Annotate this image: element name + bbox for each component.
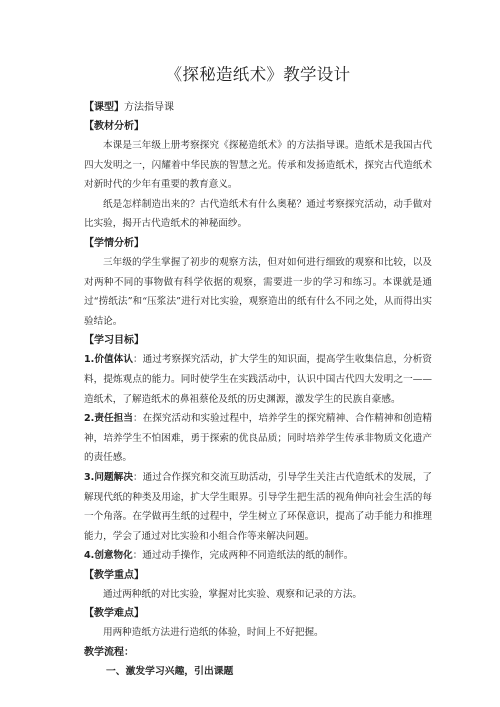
lesson-type-line xyxy=(84,98,432,117)
goal-problem-solving xyxy=(84,468,432,546)
goal-3-label: 3.问题解决 xyxy=(84,471,133,483)
goal-1-label: 1.价值体认 xyxy=(84,354,133,366)
goal-value-recognition xyxy=(84,350,432,409)
teaching-difficulty-paragraph: 用两种造纸方法进行造纸的体验，时间上不好把握。 xyxy=(103,627,324,639)
goal-1-text: ：通过考察探究活动，扩大学生的知识面，提高学生收集信息，分析资料，提炼观点的能力。同时使学生在实践活动中，认识中国古代四大发明之一——造纸术，了解造纸术的鼻祖蔡伦及纸的历史渊源，激发学生的民族自豪感。 xyxy=(84,354,432,405)
goal-3-text: ：通过合作探究和交流互助活动，引导学生关注古代造纸术的发展，了解现代纸的种类及用途，扩大学生眼界。引导学生把生活的视角伸向社会生活的每一个角落。在学做再生纸的过程中，学生树立了环保意识，提高了动手能力和推理能力，学会了通过对比实验和小组合作等来解决问题。 xyxy=(84,471,432,542)
lesson-type-value: 方法指导课 xyxy=(124,102,174,113)
goal-2-text: ：在探究活动和实验过程中，培养学生的探究精神、合作精神和创造精神，培养学生不怕困难，勇于探索的优良品质；同时培养学生传承非物质文化遗产的责任感。 xyxy=(84,413,432,464)
document-page xyxy=(84,64,432,681)
process-step-1: 一、激发学习兴趣，引出课题 xyxy=(106,666,234,678)
document-title: 《探秘造纸术》教学设计 xyxy=(165,65,351,84)
goal-2-label: 2.责任担当 xyxy=(84,413,133,425)
student-analysis-paragraph: 三年级的学生掌握了初步的观察方法，但对如何进行细致的观察和比较，以及对两种不同的事物做有科学依据的观察，需要进一步的学习和练习。本课就是通过“捞纸法”和“压浆法”进行对比实验，观察造出的纸有什么不同之处，从而得出实验结论。 xyxy=(84,256,432,327)
student-analysis-heading: 【学情分析】 xyxy=(84,237,144,249)
material-analysis-paragraph-2: 纸是怎样制造出来的？古代造纸术有什么奥秘？通过考察探究活动，动手做对比实验，揭开古代造纸术的神秘面纱。 xyxy=(84,198,432,230)
lesson-type-label: 【课型】 xyxy=(84,102,124,113)
teaching-key-paragraph: 通过两种纸的对比实验，掌握对比实验、观察和记录的方法。 xyxy=(103,588,363,600)
goal-creative-making xyxy=(84,546,432,566)
goal-responsibility xyxy=(84,409,432,468)
goal-4-label: 4.创意物化 xyxy=(84,550,133,562)
material-analysis-paragraph-1: 本课是三年级上册考察探究《探秘造纸术》的方法指导课。造纸术是我国古代四大发明之一，闪耀着中华民族的智慧之光。传承和发扬造纸术，探究古代造纸术对新时代的少年有重要的教育意义。 xyxy=(84,140,432,191)
teaching-process-heading: 教学流程： xyxy=(84,647,134,659)
material-analysis-heading: 【教材分析】 xyxy=(84,121,144,132)
learning-goals-heading: 【学习目标】 xyxy=(84,335,144,347)
teaching-difficulty-heading: 【教学难点】 xyxy=(84,608,144,620)
teaching-key-heading: 【教学重点】 xyxy=(84,569,144,581)
goal-4-text: ：通过动手操作，完成两种不同造纸法的纸的制作。 xyxy=(132,550,354,562)
